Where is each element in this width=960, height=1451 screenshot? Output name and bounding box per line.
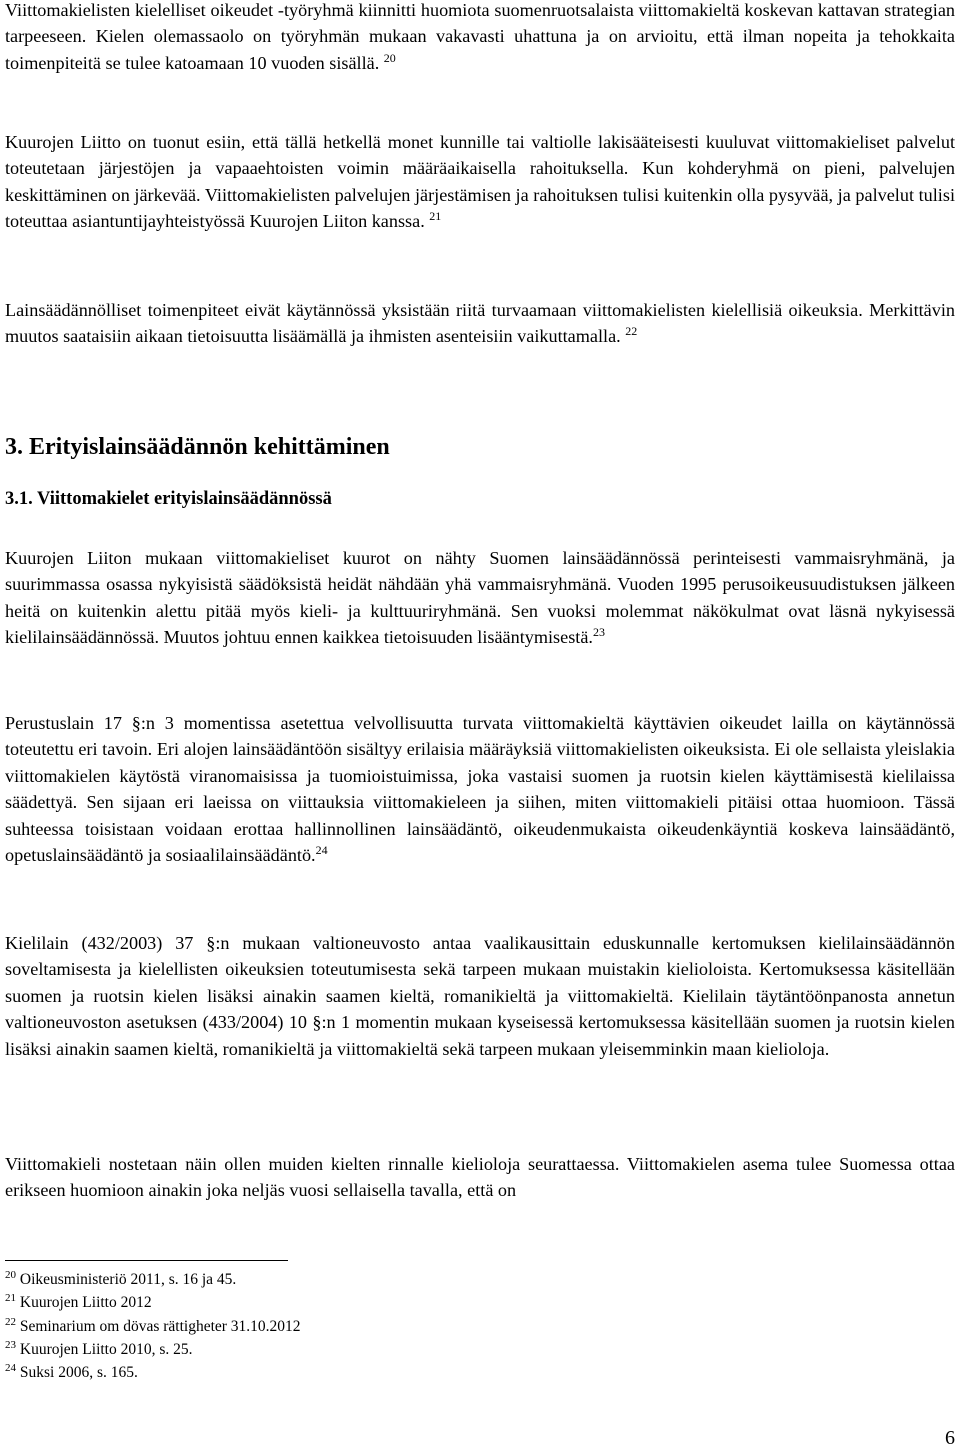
footnote-text: Suksi 2006, s. 165. [19, 1364, 138, 1381]
footnote-number: 22 [5, 1316, 16, 1328]
footnote-number: 23 [5, 1339, 16, 1351]
page-number: 6 [945, 1427, 955, 1449]
subsection-heading: 3.1. Viittomakielet erityislainsäädännössä [5, 489, 332, 509]
footnote-ref-22[interactable]: 22 [625, 324, 638, 339]
footnote-number: 20 [5, 1269, 16, 1281]
footnote-ref-20[interactable]: 20 [383, 50, 396, 65]
footnote-24 [5, 1362, 138, 1384]
footnote-21 [5, 1292, 152, 1314]
footnote-text: Seminarium om dövas rättigheter 31.10.2012 [19, 1318, 301, 1335]
paragraph-1: Viittomakielisten kielelliset oikeudet -työryhmä kiinnitti huomiota suomenruotsalaista viittomakieltä koskevan kattavan strategian tarpeeseen. Kielen olemassaolo on työryhmän mukaan vakavasti uhattuna ja on arvioitu, että ilman nopeita ja tehokkaita toimenpiteitä se tulee katoamaan 10 vuoden sisällä. $^{20}$ [5, 0, 955, 73]
paragraph-3: Lainsäädännölliset toimenpiteet eivät käytännössä yksistään riitä turvaamaan viittomakielisten kielellisiä oikeuksia. Merkittävin muutos saataisiin aikaan tietoisuutta lisäämällä ja ihmisten asenteisiin vaikuttamalla. $^{22}$ [5, 300, 955, 347]
footnote-text: Kuurojen Liitto 2010, s. 25. [19, 1341, 193, 1358]
footnote-text: Kuurojen Liitto 2012 [19, 1294, 152, 1311]
footnote-23 [5, 1339, 193, 1361]
footnote-text: Oikeusministeriö 2011, s. 16 ja 45. [19, 1271, 237, 1288]
footnote-ref-23[interactable]: 23 [592, 625, 605, 640]
footnote-ref-24[interactable]: 24 [315, 843, 328, 858]
paragraph-4: Kuurojen Liiton mukaan viittomakieliset kuurot on nähty Suomen lainsäädännössä perinteisesti vammaisryhmänä, ja suurimmassa osassa nykyisistä säädöksistä heidät nähdään yhä vammaisryhmänä. Vuoden 1995 perusoikeusuudistuksen jälkeen heitä on kuitenkin alettu pitää myös kieli- ja kulttuuriryhmänä. Sen vuoksi molemmat näkökulmat ovat läsnä nykyisessä kielilainsäädännössä. Muutos johtuu ennen kaikkea tietoisuuden lisääntymisestä.$^{23}$ [5, 548, 955, 648]
section-heading: 3. Erityislainsäädännön kehittäminen [5, 434, 390, 460]
paragraph-5: Perustuslain 17 §:n 3 momentissa asetettua velvollisuutta turvata viittomakieltä käyttävien oikeudet lailla on käytännössä toteutettu eri tavoin. Eri alojen lainsäädäntöön sisältyy erilaisia määräyksiä viittomakielisten oikeuksista. Ei ole sellaista yleislakia viittomakielen käytöstä viranomaisissa ja tuomioistuimissa, joka vastaisi suomen ja ruotsin kielen käyttämisestä kielilaissa säädettyä. Sen sijaan eri laeissa on viittauksia viittomakieleen ja siihen, miten viittomakieli pitäisi ottaa huomioon. Tässä suhteessa toisistaan voidaan erottaa hallinnollinen lainsäädäntö, oikeudenmukaista oikeudenkäyntiä koskeva lainsäädäntö, opetuslainsäädäntö ja sosiaalilainsäädäntö.$^{24}$ [5, 713, 955, 866]
footnote-separator [5, 1260, 288, 1261]
footnote-22 [5, 1316, 301, 1338]
footnote-20 [5, 1269, 236, 1291]
paragraph-6: Kielilain (432/2003) 37 §:n mukaan valtioneuvosto antaa vaalikausittain eduskunnalle kertomuksen kielilainsäädännön soveltamisesta ja kielellisten oikeuksien toteutumisesta sekä tarpeen mukaan muistakin kielioloista. Kertomuksessa käsitellään suomen ja ruotsin kielen lisäksi ainakin saamen kieltä, romanikieltä ja viittomakieltä. Kielilain täytäntöönpanosta annetun valtioneuvoston asetuksen (433/2004) 10 §:n 1 momentin mukaan kyseisessä kertomuksessa käsitellään suomen ja ruotsin kielen lisäksi ainakin saamen kieltä, romanikieltä ja viittomakieltä sekä tarpeen mukaan yleisemminkin maan kieliolojа. [5, 933, 955, 1059]
footnote-number: 21 [5, 1292, 16, 1304]
footnote-number: 24 [5, 1362, 16, 1374]
footnote-ref-21[interactable]: 21 [429, 209, 442, 224]
paragraph-2: Kuurojen Liitto on tuonut esiin, että tällä hetkellä monet kunnille tai valtiolle lakisääteisesti kuuluvat viittomakieliset palvelut toteutetaan järjestöjen ja vapaaehtoisten voimin määräaikaisella rahoituksella. Kun kohderyhmä on pieni, palvelujen keskittäminen on järkevää. Viittomakielisten palvelujen järjestämisen ja rahoituksen tulisi kuitenkin olla pysyvää, ja palvelut tulisi toteuttaa asiantuntijayhteistyössä Kuurojen Liiton kanssa. $^{21}$ [5, 132, 955, 232]
paragraph-7: Viittomakieli nostetaan näin ollen muiden kielten rinnalle kielioloja seurattaessa. Viittomakielen asema tulee Suomessa ottaa erikseen huomioon ainakin joka neljäs vuosi sellaisella tavalla, että on [5, 1154, 955, 1201]
